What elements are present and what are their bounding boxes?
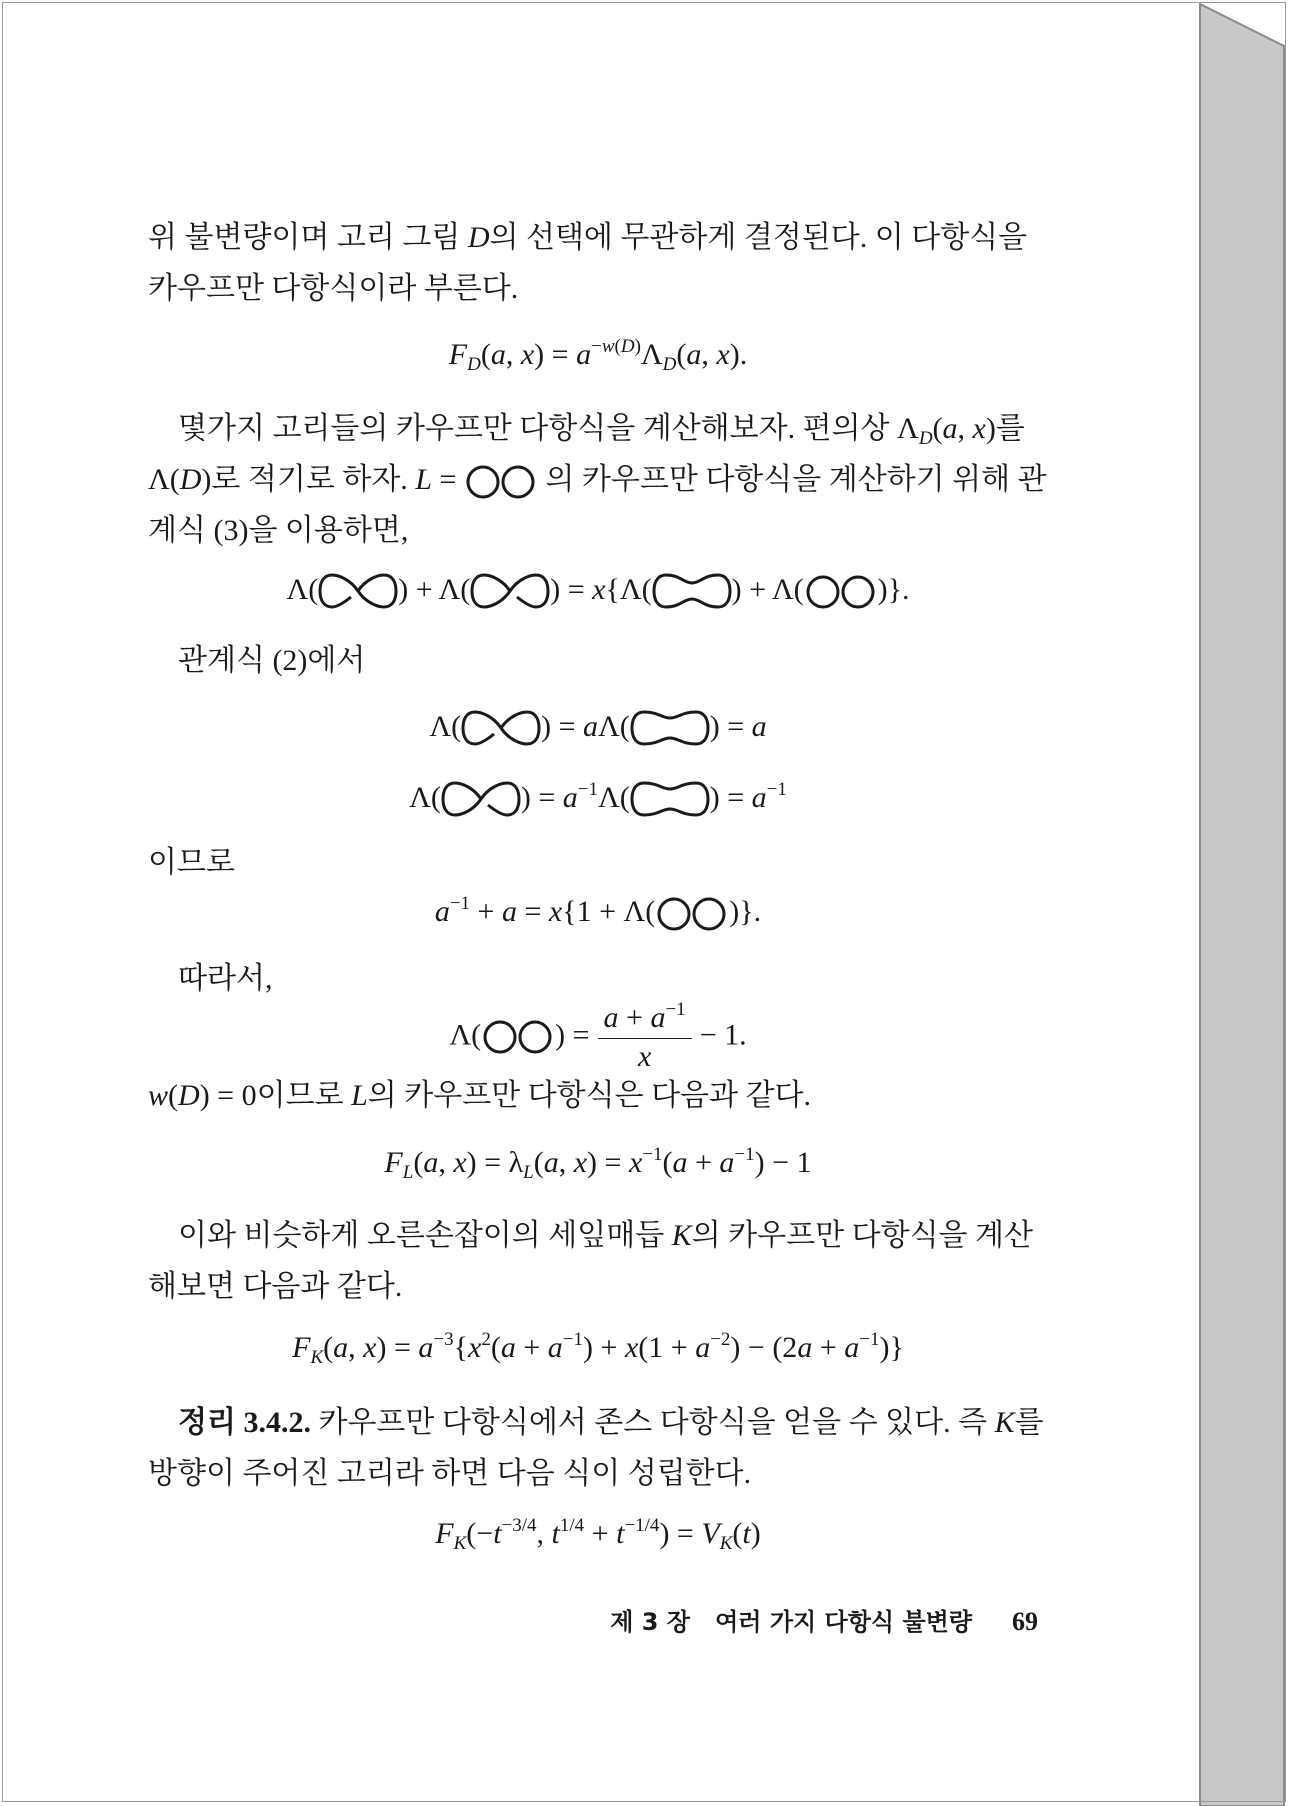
paragraph-3	[148, 635, 1048, 686]
paragraph-7: 이와 비슷하게 오른손잡이의 세잎매듭 K의 카우프만 다항식을 계산해보면 다음과 같다.	[148, 1219, 1033, 1303]
p7-text-a: 이와 비슷하게 오른손잡이의 세잎매듭	[178, 1219, 672, 1252]
equation-jones-relation: $F_K(-t^{-3/4}$, $t^{1/4} + t^{-1/4}) = V_K(t)$	[435, 1515, 761, 1554]
p2-text-c: 로 적기로 하자.	[211, 463, 416, 496]
crossing-diagram-negative	[470, 573, 550, 609]
two-unknots-diagram	[804, 575, 878, 609]
p5-text: 따라서,	[178, 962, 273, 995]
p3-text: 관계식 (2)에서	[178, 644, 366, 677]
p4-text: 이므로	[148, 846, 235, 879]
paragraph-6: w(D) = 0이므로 L의 카우프만 다항식은 다음과 같다.	[148, 1079, 811, 1112]
theorem-label: 정리 3.4.2.	[178, 1406, 311, 1439]
p1-text-a: 위 불변량이며 고리 그림	[148, 221, 468, 254]
two-unknots-diagram	[481, 1020, 555, 1054]
footer-chapter: 제 3 장	[610, 1608, 691, 1636]
smoothing-diagram-a	[652, 573, 732, 609]
unknot-peanut-diagram	[630, 781, 710, 817]
equation-relation-2-negative: Λ( ) = $a^{-1}\Lambda$( ) = $a^{-1}$	[148, 778, 1048, 818]
theorem-text-b: 를 방향이 주어진 고리라 하면 다음 식이 성립한다.	[148, 1406, 1044, 1490]
p2-text-a: 몇가지 고리들의 카우프만 다항식을 계산해보자. 편의상	[178, 412, 898, 445]
p7-text-b: 의 카우프만 다항식을 계산해보면 다음과 같다.	[148, 1219, 1033, 1303]
footer-title: 여러 가지 다항식 불변량	[715, 1608, 972, 1636]
theorem-text-a: 카우프만 다항식에서 존스 다항식을 얻을 수 있다. 즉	[310, 1406, 995, 1439]
equation-relation-2-positive: Λ( ) = aΛ( ) = a	[148, 707, 1048, 747]
p6-text-b: 의 카우프만 다항식은 다음과 같다.	[367, 1079, 811, 1112]
equation-F-L: $F_L(a$, $x) = \lambda_L(a$, $x) = x^{-1}(a + a^{-1}) - 1$	[384, 1144, 812, 1183]
two-unknots-diagram	[464, 465, 538, 499]
equation-kauffman-definition: $F_D(a$, $x) = a^{-w(D)}\Lambda_D(a$, x).	[448, 336, 748, 375]
equation-two-unknots: Λ( ) = $\frac{a + a^{-1}}{x}$ − 1.	[449, 999, 747, 1073]
paragraph-5	[148, 953, 1048, 1004]
paragraph-2: 몇가지 고리들의 카우프만 다항식을 계산해보자. 편의상 $\Lambda_D(a$, x)를 Λ(D)로 적기로 하자. L = 의 카우프만 다항식을 계산하기 위해 관계식 (3)을 이용하면,	[148, 412, 1047, 547]
equation-combined: $a^{-1} + a = x\{1 + \Lambda$( )}.	[148, 892, 1048, 932]
crossing-diagram-positive	[318, 573, 398, 609]
p2-text-d: 의 카우프만 다항식을 계산하기 위해 관계식 (3)을 이용하면,	[148, 463, 1047, 547]
page-footer	[148, 1602, 1038, 1637]
two-unknots-diagram	[655, 897, 729, 931]
crossing-diagram-negative	[441, 781, 521, 817]
theorem-3-4-2: 정리 3.4.2. 카우프만 다항식에서 존스 다항식을 얻을 수 있다. 즉 K를 방향이 주어진 고리라 하면 다음 식이 성립한다.	[148, 1406, 1044, 1490]
paragraph-1: 위 불변량이며 고리 그림 D의 선택에 무관하게 결정된다. 이 다항식을 카우프만 다항식이라 부른다.	[148, 221, 1028, 305]
p6-text-a: 이므로	[256, 1079, 352, 1112]
p2-text-b: 를	[995, 412, 1025, 445]
fraction: $\frac{a + a^{-1}}{x}$	[598, 1000, 692, 1075]
p1-text-b: 의 선택에 무관하게 결정된다. 이 다항식을 카우프만 다항식이라 부른다.	[148, 221, 1028, 305]
equation-relation-3: Λ( ) + Λ( ) = x{Λ( ) + Λ( )}.	[148, 570, 1048, 610]
equation-F-K-trefoil: $F_K(a$, $x) = a^{-3}\{x^2(a + a^{-1}) + x(1 + a^{-2}) - (2a + a^{-1})\}$	[292, 1329, 904, 1368]
page-number: 69	[1012, 1607, 1038, 1636]
crossing-diagram-positive	[461, 710, 541, 746]
paragraph-4	[148, 837, 1048, 888]
unknot-peanut-diagram	[630, 710, 710, 746]
